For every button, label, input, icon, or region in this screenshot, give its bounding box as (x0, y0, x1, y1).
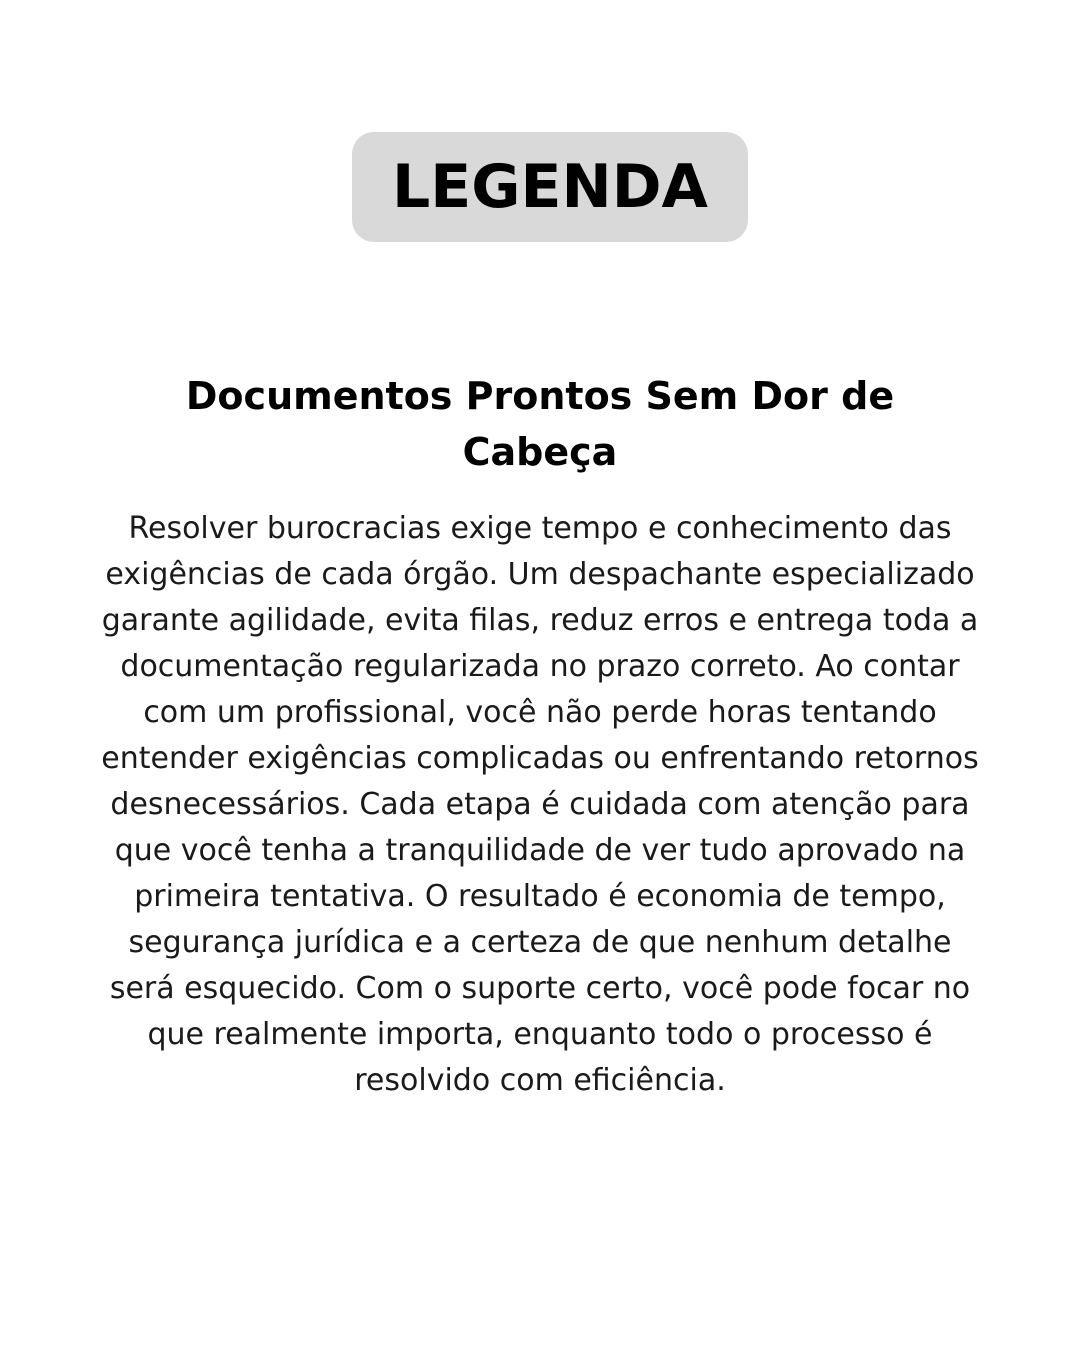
post-title: Documentos Prontos Sem Dor de Cabeça (185, 374, 895, 474)
legend-badge (352, 132, 748, 242)
post-body-text: Resolver burocracias exige tempo e conhecimento das exigências de cada órgão. Um despachante especializado garante agilidade, evita filas, reduz erros e entrega toda a documentação regularizada no prazo correto. Ao contar com um profissional, você não perde horas tentando entender exigências complicadas ou enfrentando retornos desnecessários. Cada etapa é cuidada com atenção para que você tenha a tranquilidade de ver tudo aprovado na primeira tentativa. O resultado é economia de tempo, segurança jurídica e a certeza de que nenhum detalhe será esquecido. Com o suporte certo, você pode focar no que realmente importa, enquanto todo o processo é resolvido com eficiência. (101, 511, 979, 1098)
legend-badge-label: LEGENDA (392, 152, 708, 222)
